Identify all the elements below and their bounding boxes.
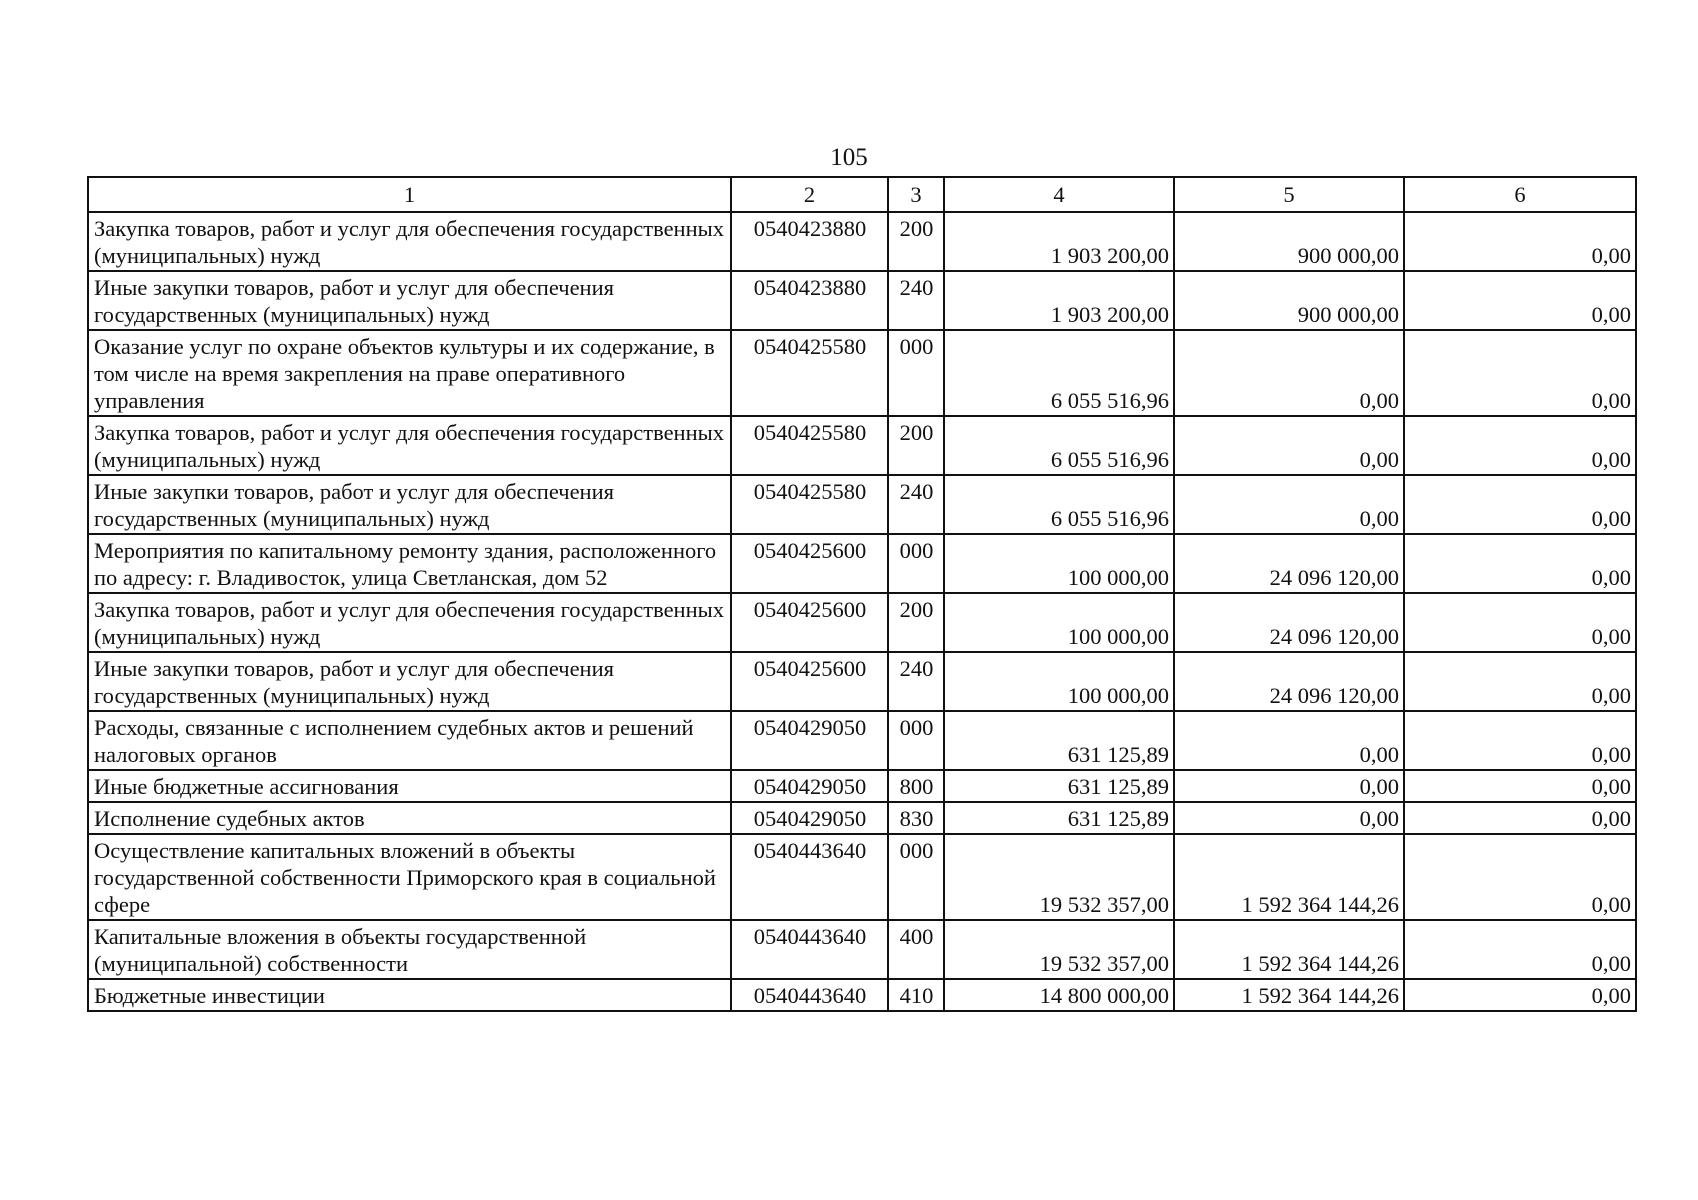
row-type-cell: 000	[888, 534, 944, 593]
row-name-cell: Исполнение судебных актов	[88, 802, 731, 834]
table-row	[88, 534, 1636, 593]
row-code-cell: 0540429050	[731, 770, 888, 802]
row-type-cell: 400	[888, 920, 944, 979]
row-value-col6-cell: 0,00	[1404, 802, 1636, 834]
row-code-cell: 0540425600	[731, 593, 888, 652]
table-row	[88, 834, 1636, 920]
row-value-col5-cell: 0,00	[1174, 770, 1404, 802]
column-header-3: 3	[888, 177, 944, 212]
table-row	[88, 593, 1636, 652]
row-value-col4-cell: 631 125,89	[944, 802, 1174, 834]
row-value-col5-cell: 900 000,00	[1174, 212, 1404, 271]
row-value-col4-cell: 19 532 357,00	[944, 834, 1174, 920]
row-value-col5-cell: 900 000,00	[1174, 271, 1404, 330]
row-value-col6-cell: 0,00	[1404, 652, 1636, 711]
row-name-cell: Мероприятия по капитальному ремонту здания, расположенного по адресу: г. Владивосток, улица Светланская, дом 52	[88, 534, 731, 593]
row-type-cell: 240	[888, 652, 944, 711]
row-type-cell: 240	[888, 475, 944, 534]
row-value-col4-cell: 19 532 357,00	[944, 920, 1174, 979]
row-code-cell: 0540429050	[731, 802, 888, 834]
row-value-col5-cell: 0,00	[1174, 711, 1404, 770]
table-row	[88, 652, 1636, 711]
row-code-cell: 0540425600	[731, 652, 888, 711]
row-value-col4-cell: 1 903 200,00	[944, 212, 1174, 271]
row-code-cell: 0540425580	[731, 330, 888, 416]
row-type-cell: 200	[888, 593, 944, 652]
row-value-col4-cell: 100 000,00	[944, 593, 1174, 652]
row-value-col6-cell: 0,00	[1404, 330, 1636, 416]
row-name-cell: Закупка товаров, работ и услуг для обеспечения государственных (муниципальных) нужд	[88, 416, 731, 475]
column-header-2: 2	[731, 177, 888, 212]
row-code-cell: 0540443640	[731, 834, 888, 920]
row-type-cell: 830	[888, 802, 944, 834]
row-value-col6-cell: 0,00	[1404, 920, 1636, 979]
row-name-cell: Иные бюджетные ассигнования	[88, 770, 731, 802]
row-name-cell: Иные закупки товаров, работ и услуг для обеспечения государственных (муниципальных) нужд	[88, 271, 731, 330]
table-row	[88, 330, 1636, 416]
row-value-col5-cell: 0,00	[1174, 802, 1404, 834]
row-value-col6-cell: 0,00	[1404, 534, 1636, 593]
table-row	[88, 271, 1636, 330]
row-value-col5-cell: 0,00	[1174, 416, 1404, 475]
row-value-col6-cell: 0,00	[1404, 593, 1636, 652]
row-code-cell: 0540425600	[731, 534, 888, 593]
row-name-cell: Закупка товаров, работ и услуг для обеспечения государственных (муниципальных) нужд	[88, 212, 731, 271]
row-value-col5-cell: 24 096 120,00	[1174, 652, 1404, 711]
table-row	[88, 416, 1636, 475]
row-code-cell: 0540425580	[731, 475, 888, 534]
row-name-cell: Бюджетные инвестиции	[88, 979, 731, 1011]
row-type-cell: 000	[888, 330, 944, 416]
row-type-cell: 000	[888, 711, 944, 770]
row-value-col4-cell: 631 125,89	[944, 770, 1174, 802]
row-code-cell: 0540425580	[731, 416, 888, 475]
row-value-col6-cell: 0,00	[1404, 979, 1636, 1011]
row-name-cell: Осуществление капитальных вложений в объекты государственной собственности Приморского края в социальной сфере	[88, 834, 731, 920]
row-value-col5-cell: 0,00	[1174, 475, 1404, 534]
row-name-cell: Иные закупки товаров, работ и услуг для обеспечения государственных (муниципальных) нужд	[88, 475, 731, 534]
row-value-col6-cell: 0,00	[1404, 770, 1636, 802]
table-row	[88, 475, 1636, 534]
table-row	[88, 979, 1636, 1011]
row-value-col6-cell: 0,00	[1404, 416, 1636, 475]
row-value-col4-cell: 100 000,00	[944, 534, 1174, 593]
row-value-col4-cell: 6 055 516,96	[944, 330, 1174, 416]
table-row	[88, 711, 1636, 770]
row-value-col5-cell: 1 592 364 144,26	[1174, 834, 1404, 920]
row-value-col5-cell: 24 096 120,00	[1174, 534, 1404, 593]
row-code-cell: 0540423880	[731, 271, 888, 330]
table-row	[88, 212, 1636, 271]
row-code-cell: 0540423880	[731, 212, 888, 271]
row-value-col4-cell: 100 000,00	[944, 652, 1174, 711]
budget-table	[87, 176, 1637, 1012]
row-type-cell: 200	[888, 416, 944, 475]
row-value-col6-cell: 0,00	[1404, 271, 1636, 330]
row-value-col6-cell: 0,00	[1404, 834, 1636, 920]
row-type-cell: 000	[888, 834, 944, 920]
page-number: 105	[830, 144, 868, 171]
row-name-cell: Оказание услуг по охране объектов культуры и их содержание, в том числе на время закрепления на праве оперативного управления	[88, 330, 731, 416]
row-type-cell: 410	[888, 979, 944, 1011]
row-value-col5-cell: 1 592 364 144,26	[1174, 920, 1404, 979]
row-name-cell: Иные закупки товаров, работ и услуг для обеспечения государственных (муниципальных) нужд	[88, 652, 731, 711]
table-body	[88, 212, 1636, 1011]
row-value-col6-cell: 0,00	[1404, 711, 1636, 770]
row-value-col4-cell: 631 125,89	[944, 711, 1174, 770]
row-value-col5-cell: 0,00	[1174, 330, 1404, 416]
row-value-col6-cell: 0,00	[1404, 475, 1636, 534]
row-type-cell: 200	[888, 212, 944, 271]
row-name-cell: Расходы, связанные с исполнением судебных актов и решений налоговых органов	[88, 711, 731, 770]
row-value-col5-cell: 24 096 120,00	[1174, 593, 1404, 652]
row-code-cell: 0540443640	[731, 920, 888, 979]
column-header-4: 4	[944, 177, 1174, 212]
row-type-cell: 240	[888, 271, 944, 330]
row-value-col4-cell: 6 055 516,96	[944, 416, 1174, 475]
table-row	[88, 770, 1636, 802]
row-value-col4-cell: 14 800 000,00	[944, 979, 1174, 1011]
row-value-col5-cell: 1 592 364 144,26	[1174, 979, 1404, 1011]
row-code-cell: 0540429050	[731, 711, 888, 770]
column-header-1: 1	[88, 177, 731, 212]
row-code-cell: 0540443640	[731, 979, 888, 1011]
row-name-cell: Закупка товаров, работ и услуг для обеспечения государственных (муниципальных) нужд	[88, 593, 731, 652]
row-value-col4-cell: 1 903 200,00	[944, 271, 1174, 330]
table-row	[88, 920, 1636, 979]
header-row	[88, 177, 1636, 212]
column-header-5: 5	[1174, 177, 1404, 212]
column-header-6: 6	[1404, 177, 1636, 212]
row-value-col4-cell: 6 055 516,96	[944, 475, 1174, 534]
table-row	[88, 802, 1636, 834]
row-value-col6-cell: 0,00	[1404, 212, 1636, 271]
row-name-cell: Капитальные вложения в объекты государственной (муниципальной) собственности	[88, 920, 731, 979]
table-header	[88, 177, 1636, 212]
row-type-cell: 800	[888, 770, 944, 802]
